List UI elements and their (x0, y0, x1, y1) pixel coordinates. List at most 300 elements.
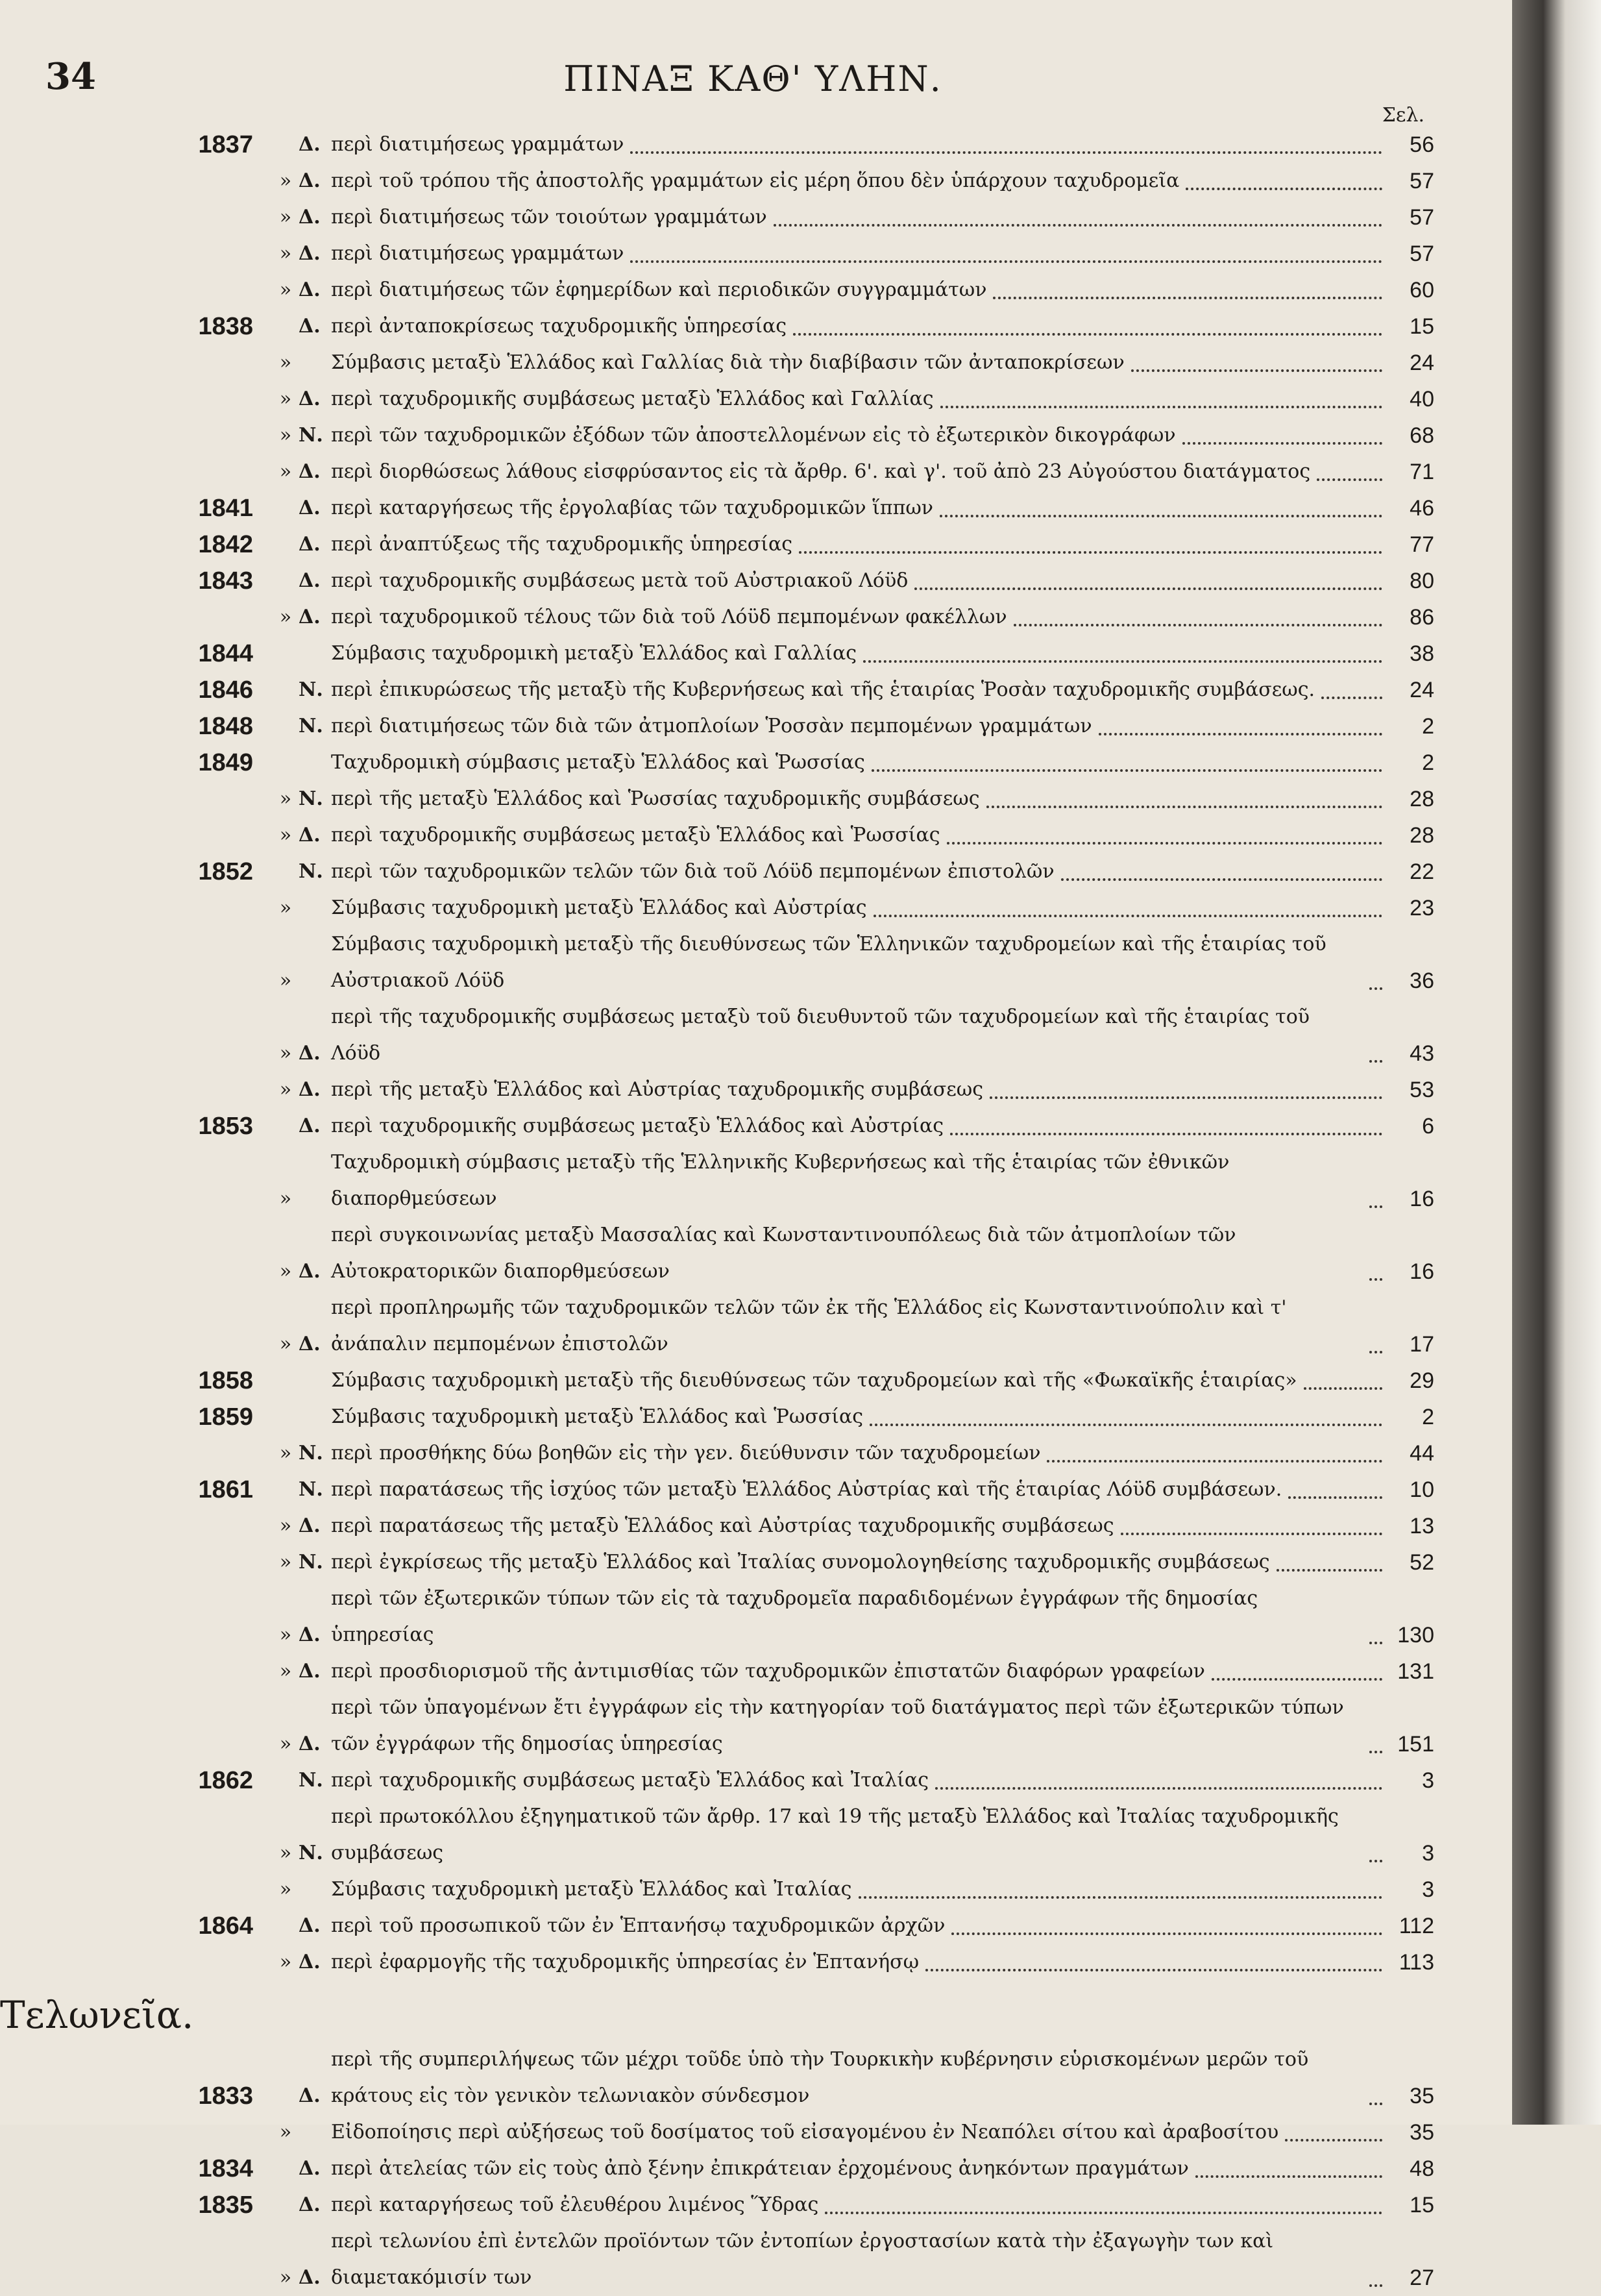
entry-description: περὶ τῶν ταχυδρομικῶν τελῶν τῶν διὰ τοῦ Λόϋδ πεμπομένων ἐπιστολῶν (331, 860, 1055, 883)
entry-text (331, 708, 1389, 745)
page-column-label: Σελ. (1382, 104, 1424, 127)
entry-page-number: 3 (1422, 1768, 1434, 1793)
entry-text (331, 417, 1389, 454)
entry-page-number: 57 (1410, 169, 1434, 193)
entry-page-number: 16 (1410, 1259, 1434, 1284)
entry-year: 1848 (198, 713, 253, 740)
entry-year: 1841 (198, 495, 253, 522)
entry-year: 1835 (198, 2191, 253, 2219)
entry-text (331, 199, 1389, 236)
ditto-mark: » (279, 206, 292, 228)
entry-type: Δ. (299, 388, 321, 410)
entry-text (331, 1762, 1389, 1799)
ditto-mark: » (279, 969, 292, 992)
dot-leader (874, 915, 1382, 917)
entry-type: Δ. (299, 569, 321, 592)
entry-text (331, 1472, 1389, 1508)
entry-description: περὶ τῶν ταχυδρομικῶν ἐξόδων τῶν ἀποστελλομένων εἰς τὸ ἐξωτερικὸν δικογράφων (331, 424, 1176, 447)
entry-page-number: 56 (1410, 132, 1434, 157)
entry-description: περὶ καταργήσεως τῆς ἐργολαβίας τῶν ταχυδρομικῶν ἵππων (331, 497, 934, 519)
entry-text (331, 236, 1389, 272)
dot-leader (1099, 733, 1382, 735)
index-entry (97, 817, 1434, 854)
entry-description: περὶ ταχυδρομικῆς συμβάσεως μεταξὺ Ἑλλάδος καὶ Αὐστρίας (331, 1115, 944, 1137)
entry-description: Σύμβασις ταχυδρομικὴ μεταξὺ Ἑλλάδος καὶ Ἰταλίας (331, 1878, 852, 1901)
entry-text (331, 599, 1389, 636)
ditto-mark: » (279, 1078, 292, 1101)
entry-text (331, 1508, 1389, 1544)
entry-description: Σύμβασις ταχυδρομικὴ μεταξὺ Ἑλλάδος καὶ Αὐστρίας (331, 896, 867, 919)
entry-type: Δ. (299, 206, 321, 228)
entry-type: Ν. (299, 424, 323, 447)
entry-page-number: 77 (1410, 532, 1434, 557)
entry-year: 1838 (198, 313, 253, 340)
entry-type: Δ. (299, 1914, 321, 1937)
entry-description: περὶ παρατάσεως τῆς ἰσχύος τῶν μεταξὺ Ἑλλάδος Αὐστρίας καὶ τῆς ἑταιρίας Λόϋδ συμβάσεων. (331, 1478, 1282, 1501)
ditto-mark: » (279, 1442, 292, 1464)
entry-type: Ν. (299, 1442, 323, 1464)
entry-year: 1833 (198, 2082, 253, 2110)
entry-description: περὶ ἀνταποκρίσεως ταχυδρομικῆς ὑπηρεσίας (331, 315, 787, 338)
dot-leader (935, 1787, 1382, 1790)
entry-type: Δ. (299, 2084, 321, 2107)
entry-description: περὶ τῶν ἐξωτερικῶν τύπων τῶν εἰς τὰ ταχυδρομεῖα παραδιδομένων ἐγγράφων τῆς δημοσίας ὑπηρεσίας (331, 1587, 1258, 1646)
index-entry (97, 1871, 1434, 1908)
ditto-mark: » (279, 824, 292, 846)
entry-page-number: 53 (1410, 1078, 1434, 1102)
entry-page-number: 17 (1410, 1332, 1434, 1357)
ditto-mark: » (279, 169, 292, 192)
entry-text (331, 1908, 1389, 1944)
ditto-mark: » (279, 1187, 292, 1210)
entry-type: Δ. (299, 497, 321, 519)
index-entry (97, 1544, 1434, 1581)
entry-description: Σύμβασις ταχυδρομικὴ μεταξὺ τῆς διευθύνσεως τῶν ταχυδρομείων καὶ τῆς «Φωκαϊκῆς ἑταιρίας» (331, 1369, 1297, 1392)
entry-text (331, 1217, 1389, 1290)
ditto-mark: » (279, 278, 292, 301)
entry-page-number: 131 (1397, 1659, 1434, 1684)
entry-type: Δ. (299, 1333, 321, 1355)
entry-page-number: 35 (1410, 2120, 1434, 2145)
entry-year: 1846 (198, 676, 253, 704)
index-entry (97, 2223, 1434, 2296)
entry-page-number: 35 (1410, 2084, 1434, 2108)
entry-description: περὶ τοῦ προσωπικοῦ τῶν ἐν Ἑπτανήσῳ ταχυδρομικῶν ἀρχῶν (331, 1914, 946, 1937)
dot-leader (1369, 1751, 1382, 1753)
entry-type: Δ. (299, 1514, 321, 1537)
ditto-mark: » (279, 1623, 292, 1646)
index-entry (97, 2187, 1434, 2223)
dot-leader (1277, 1569, 1382, 1572)
index-entry (97, 1108, 1434, 1144)
book-gutter (1512, 0, 1601, 2125)
entry-text (331, 1799, 1389, 1871)
entry-description: περὶ πρωτοκόλλου ἐξηγηματικοῦ τῶν ἄρθρ. 17 καὶ 19 τῆς μεταξὺ Ἑλλάδος καὶ Ἰταλίας ταχυδρομικῆς συμβάσεως (331, 1805, 1339, 1864)
entry-description: περὶ διατιμήσεως γραμμάτων (331, 133, 624, 156)
dot-leader (925, 1969, 1382, 1971)
entry-type: Δ. (299, 278, 321, 301)
entry-text (331, 1144, 1389, 1217)
section-title: Τελωνεῖα. (0, 1993, 194, 2037)
dot-leader (1195, 2175, 1382, 2178)
entry-page-number: 130 (1397, 1623, 1434, 1648)
index-entry (97, 563, 1434, 599)
ditto-mark: » (279, 606, 292, 628)
dot-leader (1369, 1860, 1382, 1862)
entry-type: Δ. (299, 1951, 321, 1973)
entry-type: Ν. (299, 1551, 323, 1574)
entry-description: Ταχυδρομικὴ σύμβασις μεταξὺ τῆς Ἑλληνικῆς Κυβερνήσεως καὶ τῆς ἑταιρίας τῶν ἐθνικῶν διαπορθμεύσεων (331, 1151, 1230, 1210)
index-entry (97, 1690, 1434, 1762)
entry-page-number: 2 (1422, 714, 1434, 739)
entry-text (331, 163, 1389, 199)
dot-leader (1285, 2139, 1382, 2142)
dot-leader (1369, 987, 1382, 990)
entry-page-number: 40 (1410, 387, 1434, 412)
entry-text (331, 1690, 1389, 1762)
index-entry (97, 2151, 1434, 2187)
dot-leader (793, 333, 1382, 336)
entry-type: Ν. (299, 860, 323, 883)
ditto-mark: » (279, 1660, 292, 1683)
index-entries (0, 127, 1434, 2296)
entry-page-number: 80 (1410, 569, 1434, 593)
entry-text (331, 745, 1389, 781)
entry-page-number: 15 (1410, 2193, 1434, 2217)
index-entry (97, 1144, 1434, 1217)
entry-year: 1861 (198, 1476, 253, 1503)
dot-leader (1321, 697, 1382, 699)
entry-text (331, 381, 1389, 417)
entry-text (331, 672, 1389, 708)
entry-type: Δ. (299, 2193, 321, 2216)
dot-leader (870, 1424, 1382, 1426)
dot-leader (1212, 1678, 1382, 1681)
entry-page-number: 24 (1410, 678, 1434, 702)
entry-description: περὶ διατιμήσεως τῶν διὰ τῶν ἀτμοπλοίων Ῥοσσὰν πεμπομένων γραμμάτων (331, 715, 1092, 737)
entry-page-number: 113 (1399, 1950, 1434, 1975)
entry-year: 1864 (198, 1912, 253, 1940)
dot-leader (1304, 1387, 1382, 1390)
index-entry (97, 199, 1434, 236)
dot-leader (1131, 369, 1382, 372)
ditto-mark: » (279, 460, 292, 483)
entry-type: Δ. (299, 1660, 321, 1683)
entry-page-number: 6 (1422, 1114, 1434, 1139)
entry-page-number: 13 (1410, 1514, 1434, 1538)
entry-description: περὶ τῆς ταχυδρομικῆς συμβάσεως μεταξὺ τοῦ διευθυντοῦ τῶν ταχυδρομείων καὶ τῆς ἑταιρίας τοῦ Λόϋδ (331, 1006, 1310, 1065)
entry-description: περὶ διατιμήσεως τῶν ἐφημερίδων καὶ περιοδικῶν συγγραμμάτων (331, 278, 987, 301)
dot-leader (1014, 624, 1382, 626)
index-entry (97, 345, 1434, 381)
entry-year: 1837 (198, 131, 253, 158)
entry-description: περὶ παρατάσεως τῆς μεταξὺ Ἑλλάδος καὶ Αὐστρίας ταχυδρομικῆς συμβάσεως (331, 1514, 1114, 1537)
entry-text (331, 1944, 1389, 1981)
entry-text (331, 781, 1389, 817)
entry-text (331, 345, 1389, 381)
entry-description: περὶ ταχυδρομικῆς συμβάσεως μεταξὺ Ἑλλάδος καὶ Ἰταλίας (331, 1769, 929, 1792)
index-entry (97, 708, 1434, 745)
ditto-mark: » (279, 1842, 292, 1864)
ditto-mark: » (279, 2121, 292, 2143)
entry-description: περὶ ἀναπτύξεως τῆς ταχυδρομικῆς ὑπηρεσίας (331, 533, 793, 556)
entry-description: περὶ καταργήσεως τοῦ ἐλευθέρου λιμένος Ὕδρας (331, 2193, 819, 2216)
entry-year: 1853 (198, 1113, 253, 1140)
entry-page-number: 151 (1397, 1732, 1434, 1757)
ditto-mark: » (279, 1551, 292, 1574)
entry-description: περὶ ἀτελείας τῶν εἰς τοὺς ἀπὸ ξένην ἐπικράτειαν ἐρχομένους ἀνηκόντων πραγμάτων (331, 2157, 1189, 2180)
entry-page-number: 57 (1410, 205, 1434, 230)
dot-leader (1317, 478, 1382, 481)
ditto-mark: » (279, 787, 292, 810)
ditto-mark: » (279, 1260, 292, 1283)
entry-page-number: 15 (1410, 314, 1434, 339)
entry-description: περὶ ταχυδρομικῆς συμβάσεως μετὰ τοῦ Αὐστριακοῦ Λόϋδ (331, 569, 909, 592)
dot-leader (940, 406, 1382, 408)
index-entry (97, 417, 1434, 454)
dot-leader (1047, 1460, 1382, 1463)
entry-description: περὶ διορθώσεως λάθους εἰσφρύσαντος εἰς τὰ ἄρθρ. 6'. καὶ γ'. τοῦ ἀπὸ 23 Αὐγούστου διατάγματος (331, 460, 1311, 483)
entry-text (331, 454, 1389, 490)
dot-leader (1369, 1351, 1382, 1353)
dot-leader (825, 2212, 1382, 2214)
entry-page-number: 57 (1410, 241, 1434, 266)
entry-page-number: 27 (1410, 2265, 1434, 2290)
index-entry (97, 381, 1434, 417)
entry-description: περὶ τῆς μεταξὺ Ἑλλάδος καὶ Αὐστρίας ταχυδρομικῆς συμβάσεως (331, 1078, 984, 1101)
index-entry (97, 599, 1434, 636)
dot-leader (947, 842, 1382, 845)
dot-leader (799, 551, 1382, 554)
entry-year: 1844 (198, 640, 253, 667)
index-entry (97, 163, 1434, 199)
index-entry (97, 745, 1434, 781)
entry-type: Δ. (299, 1260, 321, 1283)
index-entry (97, 2114, 1434, 2151)
ditto-mark: » (279, 351, 292, 374)
entry-description: περὶ τῆς συμπεριλήψεως τῶν μέχρι τοῦδε ὑπὸ τὴν Τουρκικὴν κυβέρνησιν εὑρισκομένων μερῶν τοῦ κράτους εἰς τὸν γενικὸν τελωνιακὸν σύνδεσμον (331, 2048, 1309, 2107)
entry-page-number: 3 (1422, 1877, 1434, 1902)
index-entry (97, 1472, 1434, 1508)
dot-leader (940, 515, 1382, 517)
entry-page-number: 16 (1410, 1187, 1434, 1211)
entry-text (331, 272, 1389, 308)
index-entry (97, 1508, 1434, 1544)
index-entry (97, 1653, 1434, 1690)
entry-description: περὶ ταχυδρομικῆς συμβάσεως μεταξὺ Ἑλλάδος καὶ Γαλλίας (331, 388, 934, 410)
entry-page-number: 86 (1410, 605, 1434, 630)
entry-page-number: 23 (1410, 896, 1434, 920)
entry-text (331, 2114, 1389, 2151)
entry-text (331, 890, 1389, 926)
entry-type: Δ. (299, 2157, 321, 2180)
entry-year: 1849 (198, 749, 253, 776)
entry-type: Δ. (299, 1115, 321, 1137)
entry-description: περὶ τῆς μεταξὺ Ἑλλάδος καὶ Ῥωσσίας ταχυδρομικῆς συμβάσεως (331, 787, 980, 810)
entry-type: Δ. (299, 1733, 321, 1755)
entry-description: περὶ προσθήκης δύω βοηθῶν εἰς τὴν γεν. διεύθυνσιν τῶν ταχυδρομείων (331, 1442, 1041, 1464)
index-entry (97, 127, 1434, 163)
entry-type: Δ. (299, 533, 321, 556)
index-entry (97, 781, 1434, 817)
ditto-mark: » (279, 1733, 292, 1755)
entry-text (331, 999, 1389, 1072)
index-entry (97, 672, 1434, 708)
entry-type: Ν. (299, 1842, 323, 1864)
entry-type: Ν. (299, 1769, 323, 1792)
entry-text (331, 2187, 1389, 2223)
entry-text (331, 2223, 1389, 2296)
entry-description: περὶ τοῦ τρόπου τῆς ἀποστολῆς γραμμάτων εἰς μέρη ὅπου δὲν ὑπάρχουν ταχυδρομεῖα (331, 169, 1180, 192)
entry-page-number: 38 (1410, 641, 1434, 666)
entry-text (331, 308, 1389, 345)
index-entry (97, 526, 1434, 563)
dot-leader (1121, 1533, 1382, 1535)
entry-description: περὶ τελωνίου ἐπὶ ἐντελῶν προϊόντων τῶν ἐντοπίων ἐργοστασίων κατὰ τὴν ἐξαγωγὴν των καὶ διαμετακόμισίν των (331, 2230, 1274, 2289)
entry-description: περὶ ἐπικυρώσεως τῆς μεταξὺ τῆς Κυβερνήσεως καὶ τῆς ἑταιρίας Ῥοσὰν ταχυδρομικῆς συμβάσεως. (331, 678, 1315, 701)
entry-description: περὶ συγκοινωνίας μεταξὺ Μασσαλίας καὶ Κωνσταντινουπόλεως διὰ τῶν ἀτμοπλοίων τῶν Αὐτοκρατορικῶν διαπορθμεύσεων (331, 1224, 1236, 1283)
entry-type: Δ. (299, 606, 321, 628)
entry-page-number: 29 (1410, 1368, 1434, 1393)
entry-type: Δ. (299, 169, 321, 192)
entry-type: Δ. (299, 1623, 321, 1646)
entry-page-number: 60 (1410, 278, 1434, 302)
entry-page-number: 2 (1422, 1405, 1434, 1429)
dot-leader (859, 1896, 1383, 1899)
index-entry (97, 1290, 1434, 1363)
entry-type: Δ. (299, 1078, 321, 1101)
page-number: 34 (45, 55, 96, 98)
entry-description: περὶ ἐγκρίσεως τῆς μεταξὺ Ἑλλάδος καὶ Ἰταλίας συνομολογηθείσης ταχυδρομικῆς συμβάσεως (331, 1551, 1270, 1574)
entry-text (331, 127, 1389, 163)
dot-leader (993, 297, 1382, 299)
dot-leader (1369, 2103, 1382, 2105)
dot-leader (990, 1096, 1382, 1099)
index-entry (97, 890, 1434, 926)
index-entry (97, 1944, 1434, 1981)
entry-page-number: 22 (1410, 859, 1434, 884)
dot-leader (1369, 2284, 1382, 2287)
index-entry (97, 308, 1434, 345)
index-entry (97, 1363, 1434, 1399)
index-entry (97, 1072, 1434, 1108)
dot-leader (1369, 1642, 1382, 1644)
dot-leader (630, 260, 1382, 263)
index-entry (97, 1217, 1434, 1290)
entry-page-number: 52 (1410, 1550, 1434, 1575)
ditto-mark: » (279, 896, 292, 919)
entry-text (331, 1871, 1389, 1908)
entry-description: περὶ ἐφαρμογῆς τῆς ταχυδρομικῆς ὑπηρεσίας ἐν Ἑπτανήσῳ (331, 1951, 920, 1973)
entry-text (331, 1399, 1389, 1435)
entry-description: περὶ προπληρωμῆς τῶν ταχυδρομικῶν τελῶν τῶν ἐκ τῆς Ἑλλάδος εἰς Κωνσταντινούπολιν καὶ τ' ἀνάπαλιν πεμπομένων ἐπιστολῶν (331, 1296, 1287, 1355)
entry-description: περὶ προσδιορισμοῦ τῆς ἀντιμισθίας τῶν ταχυδρομικῶν ἐπιστατῶν διαφόρων γραφείων (331, 1660, 1205, 1683)
entry-text (331, 1290, 1389, 1363)
dot-leader (630, 151, 1382, 154)
entry-page-number: 68 (1410, 423, 1434, 448)
ditto-mark: » (279, 1951, 292, 1973)
entry-year: 1859 (198, 1403, 253, 1431)
entry-type: Ν. (299, 787, 323, 810)
entry-description: περὶ ταχυδρομικῆς συμβάσεως μεταξὺ Ἑλλάδος καὶ Ῥωσσίας (331, 824, 940, 846)
entry-text (331, 817, 1389, 854)
ditto-mark: » (279, 1042, 292, 1065)
entry-type: Δ. (299, 2266, 321, 2289)
index-entry (97, 926, 1434, 999)
dot-leader (1182, 442, 1382, 445)
entry-type: Δ. (299, 242, 321, 265)
dot-leader (986, 806, 1382, 808)
dot-leader (872, 769, 1382, 772)
entry-year: 1842 (198, 531, 253, 558)
entry-text (331, 2042, 1389, 2114)
entry-text (331, 926, 1389, 999)
index-entry (97, 999, 1434, 1072)
dot-leader (863, 660, 1382, 663)
ditto-mark: » (279, 388, 292, 410)
dot-leader (950, 1133, 1382, 1135)
entry-text (331, 2151, 1389, 2187)
index-entry (97, 2042, 1434, 2114)
entry-text (331, 854, 1389, 890)
entry-description: Ταχυδρομικὴ σύμβασις μεταξὺ Ἑλλάδος καὶ Ῥωσσίας (331, 751, 865, 774)
entry-type: Δ. (299, 824, 321, 846)
entry-description: περὶ διατιμήσεως γραμμάτων (331, 242, 624, 265)
entry-text (331, 526, 1389, 563)
entry-description: Σύμβασις μεταξὺ Ἑλλάδος καὶ Γαλλίας διὰ τὴν διαβίβασιν τῶν ἀνταποκρίσεων (331, 351, 1125, 374)
entry-page-number: 44 (1410, 1441, 1434, 1466)
index-entry (97, 1399, 1434, 1435)
entry-page-number: 112 (1399, 1914, 1434, 1938)
dot-leader (1061, 878, 1382, 881)
entry-year: 1834 (198, 2155, 253, 2182)
entry-text (331, 1653, 1389, 1690)
entry-text (331, 1435, 1389, 1472)
index-entry (97, 490, 1434, 526)
entry-description: περὶ ταχυδρομικοῦ τέλους τῶν διὰ τοῦ Λόϋδ πεμπομένων φακέλλων (331, 606, 1007, 628)
entry-description: Σύμβασις ταχυδρομικὴ μεταξὺ Ἑλλάδος καὶ Γαλλίας (331, 642, 857, 665)
entry-type: Δ. (299, 460, 321, 483)
index-entry (97, 1435, 1434, 1472)
entry-page-number: 28 (1410, 823, 1434, 848)
entry-page-number: 24 (1410, 351, 1434, 375)
entry-description: Σύμβασις ταχυδρομικὴ μεταξὺ Ἑλλάδος καὶ Ῥωσσίας (331, 1405, 864, 1428)
entry-type: Ν. (299, 678, 323, 701)
entry-type: Δ. (299, 133, 321, 156)
index-entry (97, 236, 1434, 272)
entry-description: περὶ τῶν ὑπαγομένων ἔτι ἐγγράφων εἰς τὴν κατηγορίαν τοῦ διατάγματος περὶ τῶν ἐξωτερικῶν τύπων τῶν ἐγγράφων τῆς δημοσίας ὑπηρεσίας (331, 1696, 1344, 1755)
ditto-mark: » (279, 1333, 292, 1355)
entry-year: 1843 (198, 567, 253, 595)
index-entry (97, 636, 1434, 672)
dot-leader (951, 1932, 1382, 1935)
entry-type: Ν. (299, 1478, 323, 1501)
index-entry (97, 854, 1434, 890)
entry-description: Σύμβασις ταχυδρομικὴ μεταξὺ τῆς διευθύνσεως τῶν Ἑλληνικῶν ταχυδρομείων καὶ τῆς ἑταιρίας τοῦ Αὐστριακοῦ Λόϋδ (331, 933, 1326, 992)
dot-leader (1288, 1496, 1382, 1499)
page-title: ΠΙΝΑΞ ΚΑΘ' ΥΛΗΝ. (563, 58, 942, 99)
entry-page-number: 36 (1410, 969, 1434, 993)
index-entry (97, 1799, 1434, 1871)
dot-leader (774, 224, 1382, 227)
index-entry (97, 454, 1434, 490)
ditto-mark: » (279, 2266, 292, 2289)
entry-text (331, 1581, 1389, 1653)
entry-page-number: 71 (1410, 460, 1434, 484)
index-entry (97, 1581, 1434, 1653)
entry-text (331, 636, 1389, 672)
ditto-mark: » (279, 242, 292, 265)
